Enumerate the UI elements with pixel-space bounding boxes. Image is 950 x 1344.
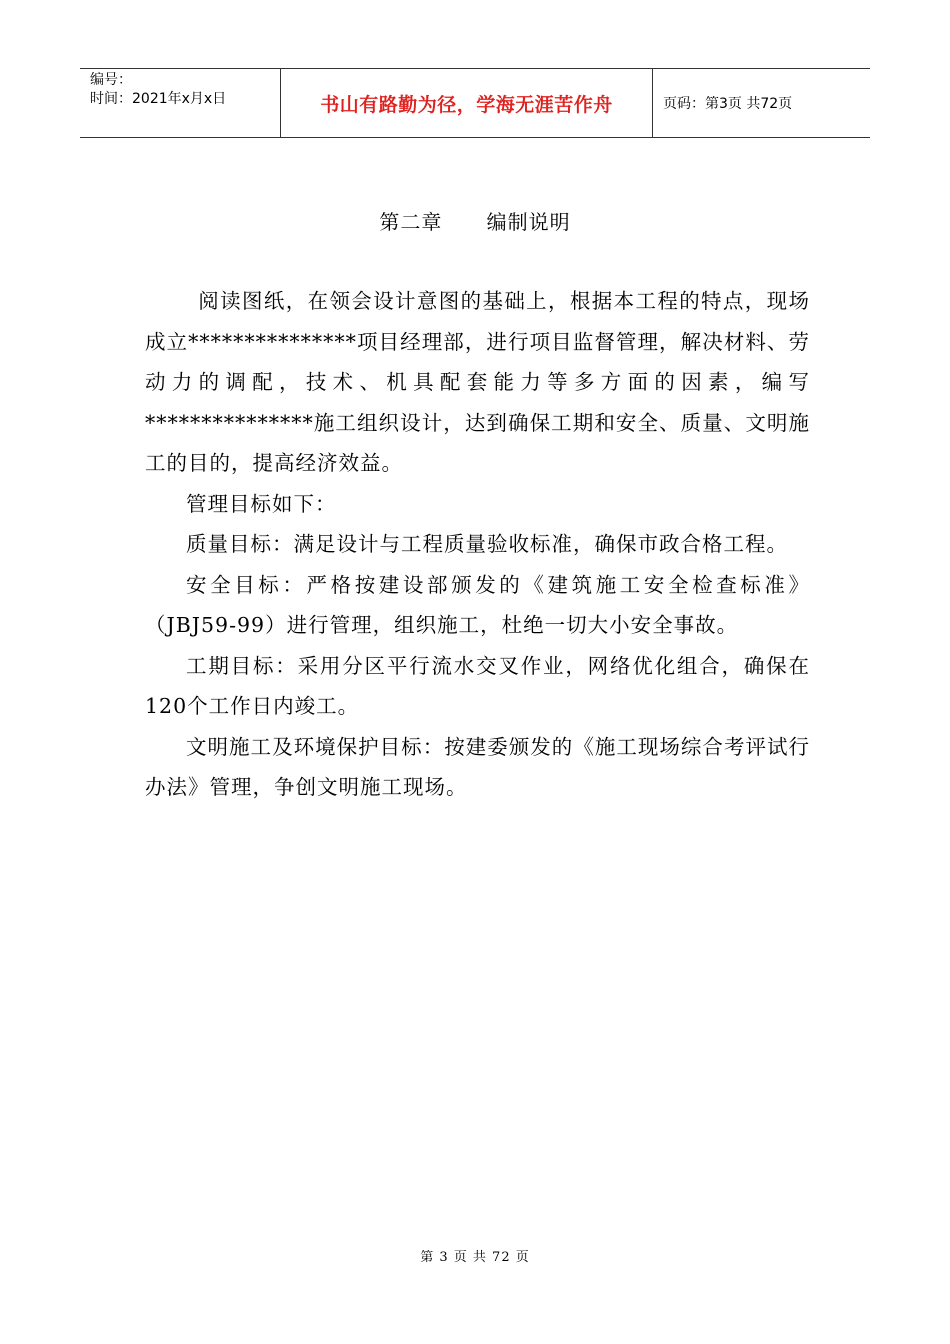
body-paragraph-environment-goal: 文明施工及环境保护目标：按建委颁发的《施工现场综合考评试行办法》管理，争创文明施工现场。 xyxy=(145,734,810,799)
body-paragraph-quality-goal: 质量目标：满足设计与工程质量验收标准，确保市政合格工程。 xyxy=(186,532,788,556)
page-footer: 第 3 页 共 72 页 xyxy=(420,1250,530,1265)
header-page-info: 页码：第3页 共72页 xyxy=(663,96,793,112)
body-paragraph-safety-goal: 安全目标：严格按建设部颁发的《建筑施工安全检查标准》（JBJ59-99）进行管理，组织施工，杜绝一切大小安全事故。 xyxy=(145,572,810,637)
header-meta xyxy=(80,69,280,137)
body-paragraph-intro: 阅读图纸，在领会设计意图的基础上，根据本工程的特点，现场成立***************项目经理部，进行项目监督管理，解决材料、劳动力的调配，技术、机具配套能力等多方面的因素，编写***************施工组织设计，达到确保工期和安全、质量、文明施工的目的，提高经济效益。 xyxy=(145,289,810,475)
body-paragraph-goals-heading: 管理目标如下： xyxy=(186,491,337,516)
document-number-label: 编号： xyxy=(90,72,132,88)
body-paragraph-schedule-goal: 工期目标：采用分区平行流水交叉作业，网络优化组合，确保在120个工作日内竣工。 xyxy=(145,653,810,718)
document-date: 时间：2021年x月x日 xyxy=(90,91,227,107)
chapter-title: 第二章 编制说明 xyxy=(379,210,571,234)
document-body xyxy=(145,281,810,808)
page-header xyxy=(80,68,870,138)
header-slogan: 书山有路勤为径，学海无涯苦作舟 xyxy=(280,69,653,137)
